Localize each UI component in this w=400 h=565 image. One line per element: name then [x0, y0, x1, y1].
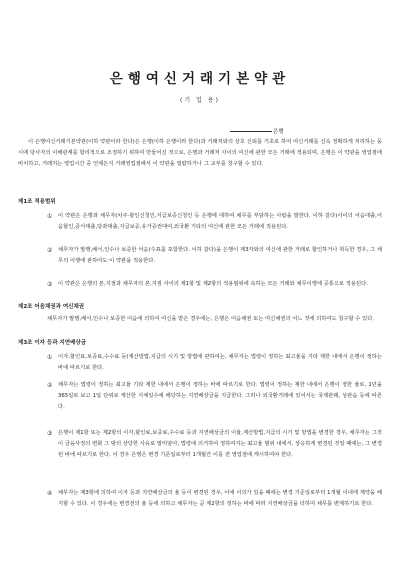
bank-name-blank — [230, 131, 272, 132]
article-3-item-4-num: ④ — [47, 490, 53, 497]
article-3-item-3: 은행이 제1항 또는 제2항의 이자,할인료,보증료,수수료 등과 지연배상금의 이율,계산방법,지급의 시기 및 방법을 변경한 경우, 채무자는 그것이 금융사정의 변화 그 밖의 상당한 사유로 말미암아, 법령에 의거하여 정하여지는 최고율 범위 내에서, 상응하게 변경된 것일 때에는, 그 변경된 바에 따르기로 한다. 이 경우 은행은 변경 기준일로부터 1개월간 이를 전 영업점에 게시하여야 한다. — [58, 430, 382, 458]
article-1-item-2: 채무자가 발행,배서,인수나 보증한 어음(수표를 포함한다. 이하 같다)을 은행이 제3자와의 여신에 관한 거래로 할인하거나 취득한 경우, 그 채무의 이행에 관하여도 이 약관을 적용한다. — [58, 247, 382, 264]
bank-name-line — [230, 127, 284, 135]
article-3-heading: 제3조 이자 등과 지연배상금 — [18, 340, 87, 346]
article-2-body: 채무자가 발행,배서,인수나 보증한 어음에 의하여 여신을 받은 경우에는, 은행은 어음채권 또는 여신채권의 어느 것에 의하여도 청구할 수 있다. — [47, 316, 375, 322]
article-3-item-1-num: ① — [47, 354, 53, 361]
article-3-item-1: 이자,할인료,보증료,수수료 등(계산방법,지급의 시기 및 방법에 관하여는, 채무자는 법령이 정하는 최고율을 기타 제한 내에서 은행이 정하는 바에 따르기로 한다. — [58, 354, 382, 371]
article-3-item-2: 채무자는 법령이 정하는 최고율 기타 제한 내에서 은행이 정하는 바에 따르기로 한다. 법령이 정하는 제한 내에서 은행이 정한 율로, 1년을 365일로 보고 1일 단위로 계산한 지체일수에 해당하는 지연배상금을 지급한다. 그러나 외국환거래에 있어서는 국제관례, 상관습 등에 따른다. — [58, 382, 382, 410]
preamble: 이 은행여신거래기본약관(이하 약관이라 한다)은 은행(이하 은행이라 한다)과 거래처와의 상호 신뢰를 기초로 하여 여신거래를 신속 정확하게 처리하는 동시에 당사자의 이해관계를 합리적으로 조정하기 위하여 만들어진 것으로, 은행과 거래처 사이의 여신에 관한 모든 거래에 적용되며, 은행은 이 약관을 영업점에 비치하고, 거래처는 영업시간 중 언제든지 거래영업점에서 이 약관을 열람하거나 그 교부를 청구할 수 있다. — [18, 139, 382, 167]
bank-suffix: 은행 — [273, 129, 284, 135]
page-subtitle: (기 업 용) — [180, 97, 220, 104]
article-3-item-4: 채무자는 제3항에 의하여 이자 등과 지연배상금의 율 등이 변경된 경우, 이에 이의가 있을 때에는 변경 기준일로부터 1개월 이내에 계약을 해지할 수 있다. 이 경우에는 변경전의 율 등에 의하고 채무자는 곧 제2항의 정하는 바에 따라 지연배상금을 더하여 채무를 변제하기로 한다. — [58, 490, 382, 507]
article-1-item-3-num: ③ — [47, 281, 53, 288]
article-3-item-2-num: ② — [47, 382, 53, 389]
page-title: 은행여신거래기본약관 — [109, 71, 291, 87]
article-1-item-1-num: ① — [47, 213, 53, 220]
article-3-item-3-num: ③ — [47, 430, 53, 437]
article-2-heading: 제2조 어음채권과 여신채권 — [18, 304, 85, 310]
article-1-item-1: 이 약관은 은행과 채무자(차주·할인신청인,지급보증신청인 등 은행에 대하여 채무를 부담하는 사람을 말한다. 이하 같다)사이의 어음대출,어음할인,증서대출,당좌대출,지급보증,유가증권대여,외국환 기타의 여신에 관한 모든 거래에 적용된다. — [58, 213, 382, 230]
article-1-heading: 제1조 적용범위 — [18, 199, 56, 205]
article-1-item-2-num: ② — [47, 247, 53, 254]
article-1-item-3: 이 약관은 은행의 본,지점과 채무자의 본,지점 사이의 제1항 및 제2항의 적용범위에 속하는 모든 거래와 채무이행에 공통으로 적용된다. — [58, 281, 368, 287]
